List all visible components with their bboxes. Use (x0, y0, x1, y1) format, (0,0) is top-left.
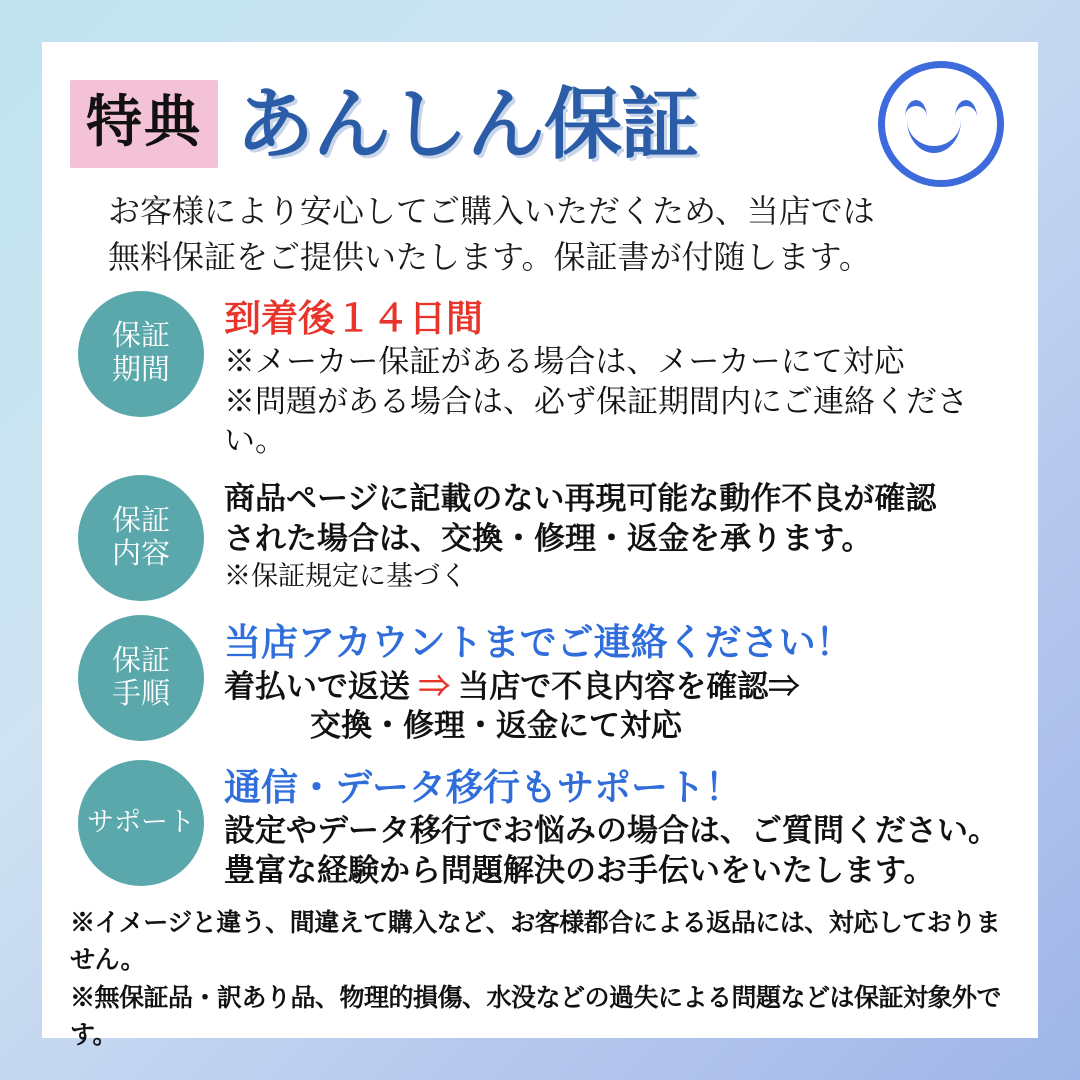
section-line: ※メーカー保証がある場合は、メーカーにて対応 (224, 344, 905, 380)
section-line: ※保証規定に基づく (224, 560, 467, 591)
chip-line-2: 内容 (111, 538, 170, 571)
footer-line-2: ※無保証品・訳あり品、物理的損傷、水没などの過失による問題などは保証対象外です。 (70, 983, 1002, 1050)
chip-line-1: 保証 (111, 504, 170, 537)
chip-line-1: 保証 (111, 644, 170, 677)
section-heading: 到着後１４日間 (224, 297, 483, 339)
section-chip (78, 475, 204, 601)
section-step (224, 667, 1010, 707)
step-left-label: 着払いで返送 (224, 668, 410, 704)
badge-label: 特典 (70, 80, 218, 168)
section-line: 設定やデータ移行でお悩みの場合は、ご質問ください。 (224, 813, 999, 849)
section-content (224, 760, 1010, 891)
warranty-card (42, 42, 1038, 1050)
sections-list (70, 291, 1010, 891)
section-content (224, 291, 1010, 461)
chip-line-2: 手順 (111, 678, 170, 711)
page-title: あんしん保証 (236, 80, 699, 168)
footer-line-1: ※イメージと違う、間違えて購入など、お客様都合による返品には、対応しておりません。 (70, 908, 1001, 975)
footer-notes (70, 905, 1010, 1055)
section-content (224, 615, 1010, 746)
section-line: ※問題がある場合は、必ず保証期間内にご連絡ください。 (224, 383, 968, 459)
header (70, 64, 1010, 184)
intro-line-1: お客様により安心してご購入いただくため、当店では (108, 193, 875, 229)
section-chip (78, 760, 204, 886)
smiley-eye-left-icon (905, 100, 927, 117)
step-indent-label: 交換・修理・返金にて対応 (310, 708, 682, 744)
section-heading: 当店アカウントまでご連絡ください！ (224, 622, 853, 664)
chip-line-1: サポート (87, 807, 195, 838)
section-line: された場合は、交換・修理・返金を承ります。 (224, 520, 873, 556)
intro-line-2: 無料保証をご提供いたします。保証書が付随します。 (108, 239, 871, 276)
intro-text (108, 188, 1010, 281)
smiley-face-icon (878, 61, 1004, 187)
section-warranty-coverage (70, 475, 1010, 601)
section-warranty-period (70, 291, 1010, 461)
section-heading: 通信・データ移行もサポート！ (224, 766, 742, 808)
section-support (70, 760, 1010, 891)
step-right-label: 当店で不良内容を確認⇒ (458, 668, 800, 704)
section-chip (78, 291, 204, 417)
smiley-eye-right-icon (955, 100, 977, 117)
section-content (224, 475, 1010, 593)
section-line: 商品ページに記載のない再現可能な動作不良が確認 (224, 481, 937, 517)
section-line: 豊富な経験から問題解決のお手伝いをいたします。 (224, 852, 935, 888)
arrow-right-icon: ⇒ (418, 668, 450, 704)
chip-line-1: 保証 (111, 320, 170, 353)
section-chip (78, 615, 204, 741)
smiley-mouth-icon (907, 120, 961, 153)
chip-line-2: 期間 (111, 353, 170, 386)
section-warranty-procedure (70, 615, 1010, 746)
